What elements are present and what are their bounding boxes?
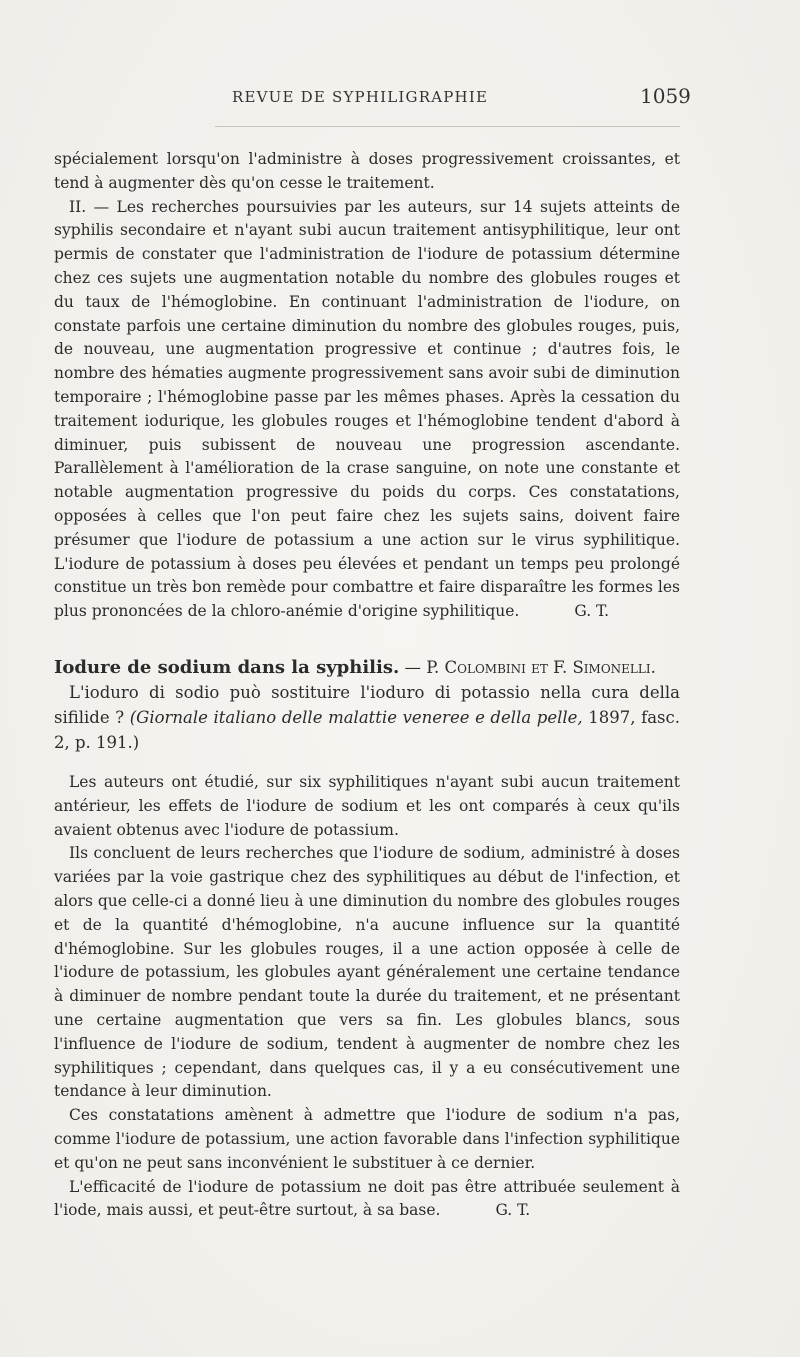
italian-title: L'ioduro di sodio può sostituire l'ioduro di potassio nella cura della sifilide ? — [54, 683, 680, 727]
article-2-paragraph-4-text: L'efficacité de l'iodure de potassium ne doit pas être attribuée seulement à l'iode, mais aussi, et peut-être surtout, à sa base. — [54, 1177, 680, 1220]
article-citation — [54, 680, 680, 755]
running-head: REVUE DE SYPHILIGRAPHIE — [232, 88, 489, 106]
paragraph-ii-text: II. — Les recherches poursuivies par les auteurs, sur 14 sujets atteints de syphilis secondaire et n'ayant subi aucun traitement antisyphilitique, leur ont permis de constater que l'administration de l'iodure de potassium détermine chez ces sujets une augmentation notable du nombre des globules rouges et du taux de l'hémoglobine. En continuant l'administration de l'iodure, on constate parfois une certaine diminution du nombre des globules rouges, puis, de nouveau, une augmentation progressive et continue ; d'autres fois, le nombre des hématies augmente progressivement sans avoir subi de diminution temporaire ; l'hémoglobine passe par les mêmes phases. Après la cessation du traitement iodurique, les globules rouges et l'hémoglobine tendent d'abord à diminuer, puis subissent de nouveau une progression ascendante. Parallèlement à l'amélioration de la crase sanguine, on note une constante et notable augmentation progressive du poids du corps. Ces constatations, opposées à celles que l'on peut faire chez les sujets sains, doivent faire présumer que l'iodure de potassium a une action sur le virus syphilitique. L'iodure de potassium à doses peu élevées et pendant un temps peu prolongé constitue un très bon remède pour combattre et faire disparaître les formes les plus prononcées de la chloro-anémie d'origine syphilitique. — [54, 197, 680, 621]
article-2-heading — [54, 655, 680, 755]
journal-name: (Giornale italiano delle malattie veneree e della pelle, — [129, 708, 583, 727]
signature-1: G. T. — [574, 602, 610, 621]
article-2-paragraph-4 — [54, 1176, 680, 1224]
article-2-paragraph-1: Les auteurs ont étudié, sur six syphilitiques n'ayant subi aucun traitement antérieur, les effets de l'iodure de sodium et les ont comparés à ceux qu'ils avaient obtenus avec l'iodure de potassium. — [54, 773, 680, 839]
article-authors: P. Colombini et F. Simonelli. — [426, 658, 656, 677]
signature-2: G. T. — [495, 1201, 531, 1220]
header-rule — [215, 126, 680, 127]
title-dash: — — [399, 658, 427, 677]
paragraph-continuation: spécialement lorsqu'on l'administre à doses progressivement croissantes, et tend à augmenter dès qu'on cesse le traitement. — [54, 150, 680, 192]
article-2-title-line — [54, 655, 680, 680]
article-2-paragraph-2: Ils concluent de leurs recherches que l'iodure de sodium, administré à doses variées par la voie gastrique chez des syphilitiques au début de l'infection, et alors que celle-ci a donné lieu à une diminution du nombre des globules rouges et de la quantité d'hémoglobine, n'a aucune influence sur la quantité d'hémoglobine. Sur les globules rouges, il a une action opposée à celle de l'iodure de potassium, les globules ayant généralement une certaine tendance à diminuer de nombre pendant toute la durée du traitement, et ne présentant une certaine augmentation que vers sa fin. Les globules blancs, sous l'influence de l'iodure de sodium, tendent à augmenter de nombre chez les syphilitiques ; cependant, dans quelques cas, il y a eu consécutivement une tendance à leur diminution. — [54, 844, 680, 1101]
article-title: Iodure de sodium dans la syphilis. — [54, 657, 400, 678]
section-1-text — [54, 148, 680, 624]
page-number: 1059 — [640, 84, 691, 108]
article-2-body — [54, 771, 680, 1223]
paragraph-ii — [54, 196, 680, 624]
citation-details: 1897, fasc. 2, p. 191.) — [54, 708, 681, 752]
article-2-paragraph-3: Ces constatations amènent à admettre que l'iodure de sodium n'a pas, comme l'iodure de potassium, une action favorable dans l'infection syphilitique et qu'on ne peut sans inconvénient le substituer à ce dernier. — [54, 1106, 680, 1172]
